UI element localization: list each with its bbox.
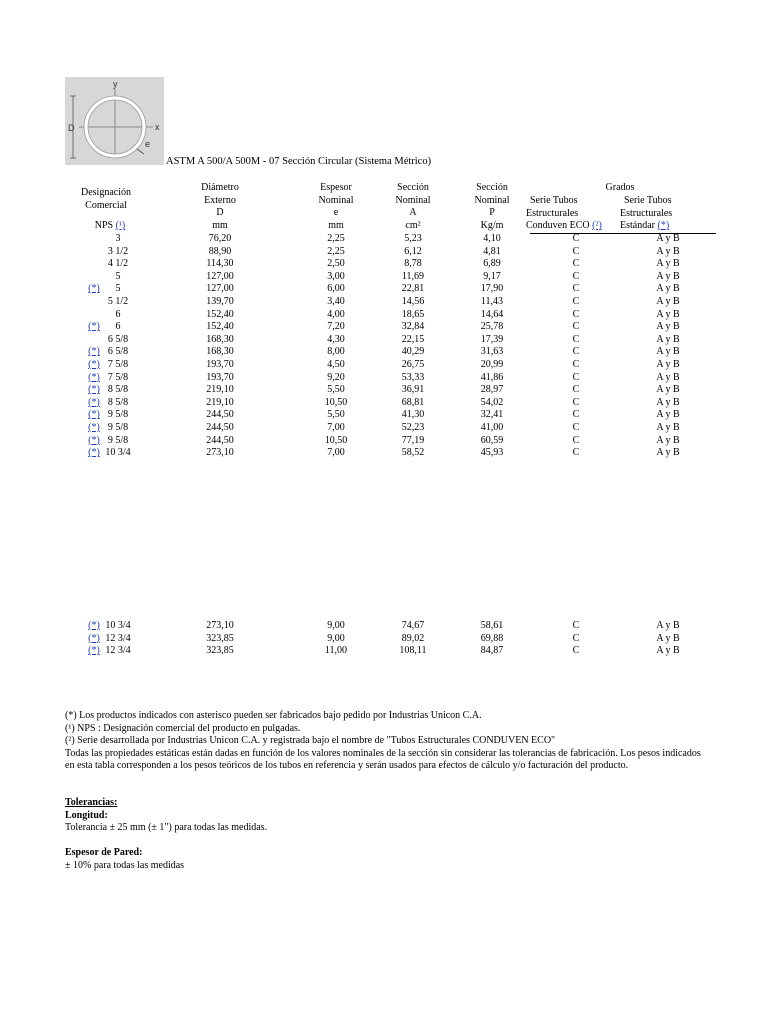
cell-nps: 3 1/2 — [107, 245, 129, 257]
cell-seccion-p: 25,78 — [480, 321, 504, 333]
asterisk-link[interactable]: (*) — [88, 384, 100, 396]
cell-diametro: 244,50 — [206, 409, 234, 421]
cell-diametro: 127,00 — [206, 283, 234, 295]
cell-nps: 6 — [115, 321, 121, 333]
table-row — [0, 422, 768, 435]
cell-diametro: 193,70 — [206, 371, 234, 383]
header-seccion-a: Sección Nominal A cm² — [395, 182, 431, 231]
cell-seccion-a: 8,78 — [404, 258, 422, 270]
cell-seccion-a: 18,65 — [401, 308, 425, 320]
cell-espesor: 3,40 — [327, 296, 345, 307]
length-text: Tolerancia ± 25 mm (± 1") para todas las medidas. — [65, 822, 268, 834]
cell-grado-std: A y B — [656, 283, 680, 295]
circle-section-icon — [65, 77, 164, 165]
diagram-label-d: D — [68, 123, 75, 133]
cell-nps: 10 3/4 — [105, 447, 131, 459]
cell-grado-eco: C — [572, 645, 580, 657]
cell-diametro: 152,40 — [206, 321, 234, 333]
cell-seccion-a: 41,30 — [401, 409, 425, 421]
cell-diametro: 193,70 — [206, 359, 234, 370]
cell-grado-std: A y B — [656, 321, 680, 333]
table-row — [0, 409, 768, 422]
header-nps: NPS (¹) — [94, 220, 126, 231]
cell-nps: 8 5/8 — [107, 396, 129, 408]
tolerances-heading: Tolerancias: — [65, 797, 118, 808]
cell-grado-std: A y B — [656, 645, 680, 657]
cell-grado-eco: C — [572, 346, 580, 358]
cell-seccion-a: 68,81 — [401, 396, 425, 408]
table-row — [0, 372, 768, 385]
cell-seccion-a: 52,23 — [401, 422, 425, 433]
asterisk-link[interactable]: (*) — [88, 321, 100, 333]
table-row — [0, 447, 768, 460]
cell-grado-std: A y B — [656, 346, 680, 358]
cell-grado-std: A y B — [656, 270, 680, 282]
cell-seccion-p: 17,39 — [480, 333, 504, 345]
cell-diametro: 152,40 — [206, 308, 234, 320]
cell-espesor: 9,00 — [327, 632, 345, 644]
table-row — [0, 334, 768, 347]
header-diametro: Diámetro Externo D mm — [201, 182, 239, 231]
cell-seccion-p: 4,10 — [483, 233, 501, 244]
diagram-label-y: y — [113, 79, 118, 89]
table-row — [0, 397, 768, 410]
cell-nps: 9 5/8 — [107, 409, 129, 421]
cell-grado-std: A y B — [656, 258, 680, 270]
cell-seccion-a: 77,19 — [401, 434, 425, 446]
table-row — [0, 283, 768, 296]
cell-nps: 4 1/2 — [107, 258, 129, 270]
cell-espesor: 7,00 — [327, 447, 345, 459]
cell-seccion-p: 20,99 — [480, 359, 504, 370]
cell-diametro: 219,10 — [206, 384, 234, 396]
cell-diametro: 139,70 — [206, 296, 234, 307]
std-ref-link[interactable]: (*) — [657, 220, 670, 231]
table-row — [0, 246, 768, 259]
header-serie-eco: Serie Tubos Estructurales Conduven ECO (²) — [526, 195, 602, 231]
cell-diametro: 273,10 — [206, 620, 234, 631]
cell-espesor: 4,50 — [327, 359, 345, 370]
footnotes — [65, 710, 705, 773]
cell-grado-std: A y B — [656, 620, 680, 631]
asterisk-link[interactable]: (*) — [88, 645, 100, 657]
asterisk-link[interactable]: (*) — [88, 620, 100, 631]
cell-seccion-p: 45,93 — [480, 447, 504, 459]
cell-espesor: 10,50 — [324, 396, 348, 408]
cell-grado-std: A y B — [656, 245, 680, 257]
nps-ref-link[interactable]: (¹) — [115, 220, 126, 231]
asterisk-link[interactable]: (*) — [88, 632, 100, 644]
cell-grado-eco: C — [572, 245, 580, 257]
table-row — [0, 309, 768, 322]
table-row — [0, 271, 768, 284]
cell-espesor: 4,00 — [327, 308, 345, 320]
cell-diametro: 244,50 — [206, 434, 234, 446]
cell-diametro: 127,00 — [206, 270, 234, 282]
cell-seccion-p: 4,81 — [483, 245, 501, 257]
cell-grado-std: A y B — [656, 422, 680, 433]
eco-ref-link[interactable]: (²) — [592, 220, 602, 231]
cell-seccion-a: 22,15 — [401, 333, 425, 345]
cell-grado-std: A y B — [656, 333, 680, 345]
cell-grado-eco: C — [572, 396, 580, 408]
cell-seccion-p: 54,02 — [480, 396, 504, 408]
table-row — [0, 633, 768, 646]
table-row — [0, 296, 768, 309]
cell-espesor: 9,00 — [327, 620, 345, 631]
cell-grado-eco: C — [572, 620, 580, 631]
table-row — [0, 346, 768, 359]
table-row — [0, 645, 768, 658]
cell-grado-eco: C — [572, 447, 580, 459]
table-row — [0, 258, 768, 271]
cell-nps: 9 5/8 — [107, 434, 129, 446]
cell-seccion-p: 6,89 — [483, 258, 501, 270]
tolerances-section — [65, 797, 705, 873]
cell-diametro: 244,50 — [206, 422, 234, 433]
table-row — [0, 384, 768, 397]
wall-thickness-text: ± 10% para todas las medidas — [65, 859, 185, 871]
cell-nps: 12 3/4 — [105, 645, 131, 657]
table-row — [0, 359, 768, 372]
cell-seccion-p: 41,86 — [480, 371, 504, 383]
cell-grado-eco: C — [572, 308, 580, 320]
cell-seccion-a: 32,84 — [401, 321, 425, 333]
cell-grado-std: A y B — [656, 434, 680, 446]
cell-diametro: 76,20 — [208, 233, 232, 244]
cell-nps: 8 5/8 — [107, 384, 129, 396]
cell-espesor: 6,00 — [327, 283, 345, 295]
cell-diametro: 168,30 — [206, 333, 234, 345]
cell-diametro: 219,10 — [206, 396, 234, 408]
cell-seccion-a: 36,91 — [401, 384, 425, 396]
cell-seccion-p: 84,87 — [480, 645, 504, 657]
cell-grado-std: A y B — [656, 409, 680, 421]
wall-thickness-heading: Espesor de Pared: — [65, 847, 143, 859]
cell-seccion-a: 26,75 — [401, 359, 425, 370]
cell-grado-std: A y B — [656, 308, 680, 320]
cell-seccion-a: 40,29 — [401, 346, 425, 358]
cell-seccion-p: 60,59 — [480, 434, 504, 446]
cell-grado-eco: C — [572, 422, 580, 433]
cell-nps: 10 3/4 — [105, 620, 131, 631]
cell-seccion-a: 11,69 — [401, 270, 425, 282]
cell-grado-eco: C — [572, 384, 580, 396]
diagram-label-x: x — [155, 122, 160, 132]
cell-diametro: 323,85 — [206, 645, 234, 657]
cell-nps: 5 — [115, 270, 121, 282]
cell-diametro: 114,30 — [206, 258, 234, 270]
cell-grado-eco: C — [572, 359, 580, 370]
cell-seccion-a: 22,81 — [401, 283, 425, 295]
cell-espesor: 2,50 — [327, 258, 345, 270]
asterisk-link[interactable]: (*) — [88, 283, 100, 295]
cell-seccion-p: 17,90 — [480, 283, 504, 295]
cell-grado-std: A y B — [656, 371, 680, 383]
cell-nps: 6 5/8 — [107, 346, 129, 358]
header-designacion: Designación Comercial — [81, 187, 131, 211]
header-seccion-p: Sección Nominal P Kg/m — [474, 182, 510, 231]
header-grados: Grados — [605, 182, 635, 193]
cell-espesor: 11,00 — [324, 645, 348, 657]
cell-grado-std: A y B — [656, 359, 680, 370]
asterisk-link[interactable]: (*) — [88, 422, 100, 433]
asterisk-link[interactable]: (*) — [88, 409, 100, 421]
cell-espesor: 3,00 — [327, 270, 345, 282]
cell-seccion-a: 5,23 — [404, 233, 422, 244]
cell-espesor: 2,25 — [327, 233, 345, 244]
cell-grado-std: A y B — [656, 632, 680, 644]
cell-espesor: 5,50 — [327, 384, 345, 396]
cell-grado-eco: C — [572, 296, 580, 307]
cell-espesor: 10,50 — [324, 434, 348, 446]
header-espesor: Espesor Nominal e mm — [318, 182, 354, 231]
cell-seccion-p: 58,61 — [480, 620, 504, 631]
table-row — [0, 233, 768, 246]
cell-seccion-a: 89,02 — [401, 632, 425, 644]
cell-diametro: 168,30 — [206, 346, 234, 358]
cell-espesor: 7,20 — [327, 321, 345, 333]
table-title: ASTM A 500/A 500M - 07 Sección Circular (Sistema Métrico) — [166, 156, 432, 167]
note-properties: Todas las propiedades estáticas están dadas en función de los valores nominales de la sección sin considerar las tolerancias de fabricación. Los pesos indicados en esta tabla corresponden a los pesos teóricos de los tubos en referencia y serán usados para efectos de cálculo y/o facturación del producto. — [65, 747, 701, 772]
cell-seccion-p: 31,63 — [480, 346, 504, 358]
cell-seccion-a: 58,52 — [401, 447, 425, 459]
asterisk-link[interactable]: (*) — [88, 346, 100, 358]
cell-nps: 6 — [115, 308, 121, 320]
diagram-label-e: e — [145, 139, 151, 149]
cell-diametro: 323,85 — [206, 632, 234, 644]
header-serie-std: Serie Tubos Estructurales Estándar (*) — [620, 195, 673, 231]
table-row — [0, 321, 768, 334]
circular-section-diagram — [65, 77, 164, 165]
asterisk-link[interactable]: (*) — [88, 396, 100, 408]
cell-grado-eco: C — [572, 283, 580, 295]
table-row — [0, 435, 768, 448]
cell-grado-eco: C — [572, 434, 580, 446]
cell-grado-std: A y B — [656, 396, 680, 408]
cell-seccion-a: 74,67 — [401, 620, 425, 631]
cell-seccion-p: 28,97 — [480, 384, 504, 396]
asterisk-link[interactable]: (*) — [88, 371, 100, 383]
cell-espesor: 2,25 — [327, 245, 345, 257]
cell-nps: 7 5/8 — [107, 359, 129, 370]
cell-grado-std: A y B — [656, 447, 680, 459]
cell-diametro: 88,90 — [208, 245, 232, 257]
cell-grado-eco: C — [572, 270, 580, 282]
asterisk-link[interactable]: (*) — [88, 359, 100, 370]
note-eco: (²) Serie desarrollada por Industrias Unicon C.A. y registrada bajo el nombre de "Tubos Estructurales CONDUVEN ECO" — [65, 735, 556, 747]
cell-grado-eco: C — [572, 321, 580, 333]
cell-grado-std: A y B — [656, 296, 680, 307]
cell-nps: 9 5/8 — [107, 422, 129, 433]
cell-seccion-p: 14,64 — [480, 308, 504, 320]
cell-seccion-a: 6,12 — [404, 245, 422, 257]
asterisk-link[interactable]: (*) — [88, 434, 100, 446]
cell-nps: 6 5/8 — [107, 333, 129, 345]
cell-nps: 12 3/4 — [105, 632, 131, 644]
cell-nps: 5 — [115, 283, 121, 295]
cell-espesor: 7,00 — [327, 422, 345, 433]
cell-seccion-p: 41,00 — [480, 422, 504, 433]
cell-grado-eco: C — [572, 333, 580, 345]
cell-grado-eco: C — [572, 233, 580, 244]
cell-nps: 7 5/8 — [107, 371, 129, 383]
note-asterisk: (*) Los productos indicados con asterisco pueden ser fabricados bajo pedido por Industrias Unicon C.A. — [65, 710, 482, 721]
cell-seccion-p: 32,41 — [480, 409, 504, 421]
asterisk-link[interactable]: (*) — [88, 447, 100, 459]
cell-grado-eco: C — [572, 258, 580, 270]
length-heading: Longitud: — [65, 809, 108, 821]
cell-seccion-p: 69,88 — [480, 632, 504, 644]
cell-grado-eco: C — [572, 632, 580, 644]
cell-espesor: 4,30 — [327, 333, 345, 345]
cell-nps: 3 — [115, 233, 121, 244]
cell-seccion-p: 9,17 — [483, 270, 501, 282]
cell-grado-std: A y B — [656, 384, 680, 396]
cell-diametro: 273,10 — [206, 447, 234, 459]
cell-grado-std: A y B — [656, 233, 680, 244]
cell-seccion-a: 14,56 — [401, 296, 425, 307]
cell-seccion-a: 53,33 — [401, 371, 425, 383]
cell-seccion-p: 11,43 — [480, 296, 504, 307]
cell-grado-eco: C — [572, 371, 580, 383]
cell-espesor: 8,00 — [327, 346, 345, 358]
cell-espesor: 9,20 — [327, 371, 345, 383]
cell-espesor: 5,50 — [327, 409, 345, 421]
cell-seccion-a: 108,11 — [399, 645, 427, 657]
note-nps: (¹) NPS : Designación comercial del producto en pulgadas. — [65, 722, 301, 734]
table-row — [0, 620, 768, 633]
cell-nps: 5 1/2 — [107, 296, 129, 307]
cell-grado-eco: C — [572, 409, 580, 421]
